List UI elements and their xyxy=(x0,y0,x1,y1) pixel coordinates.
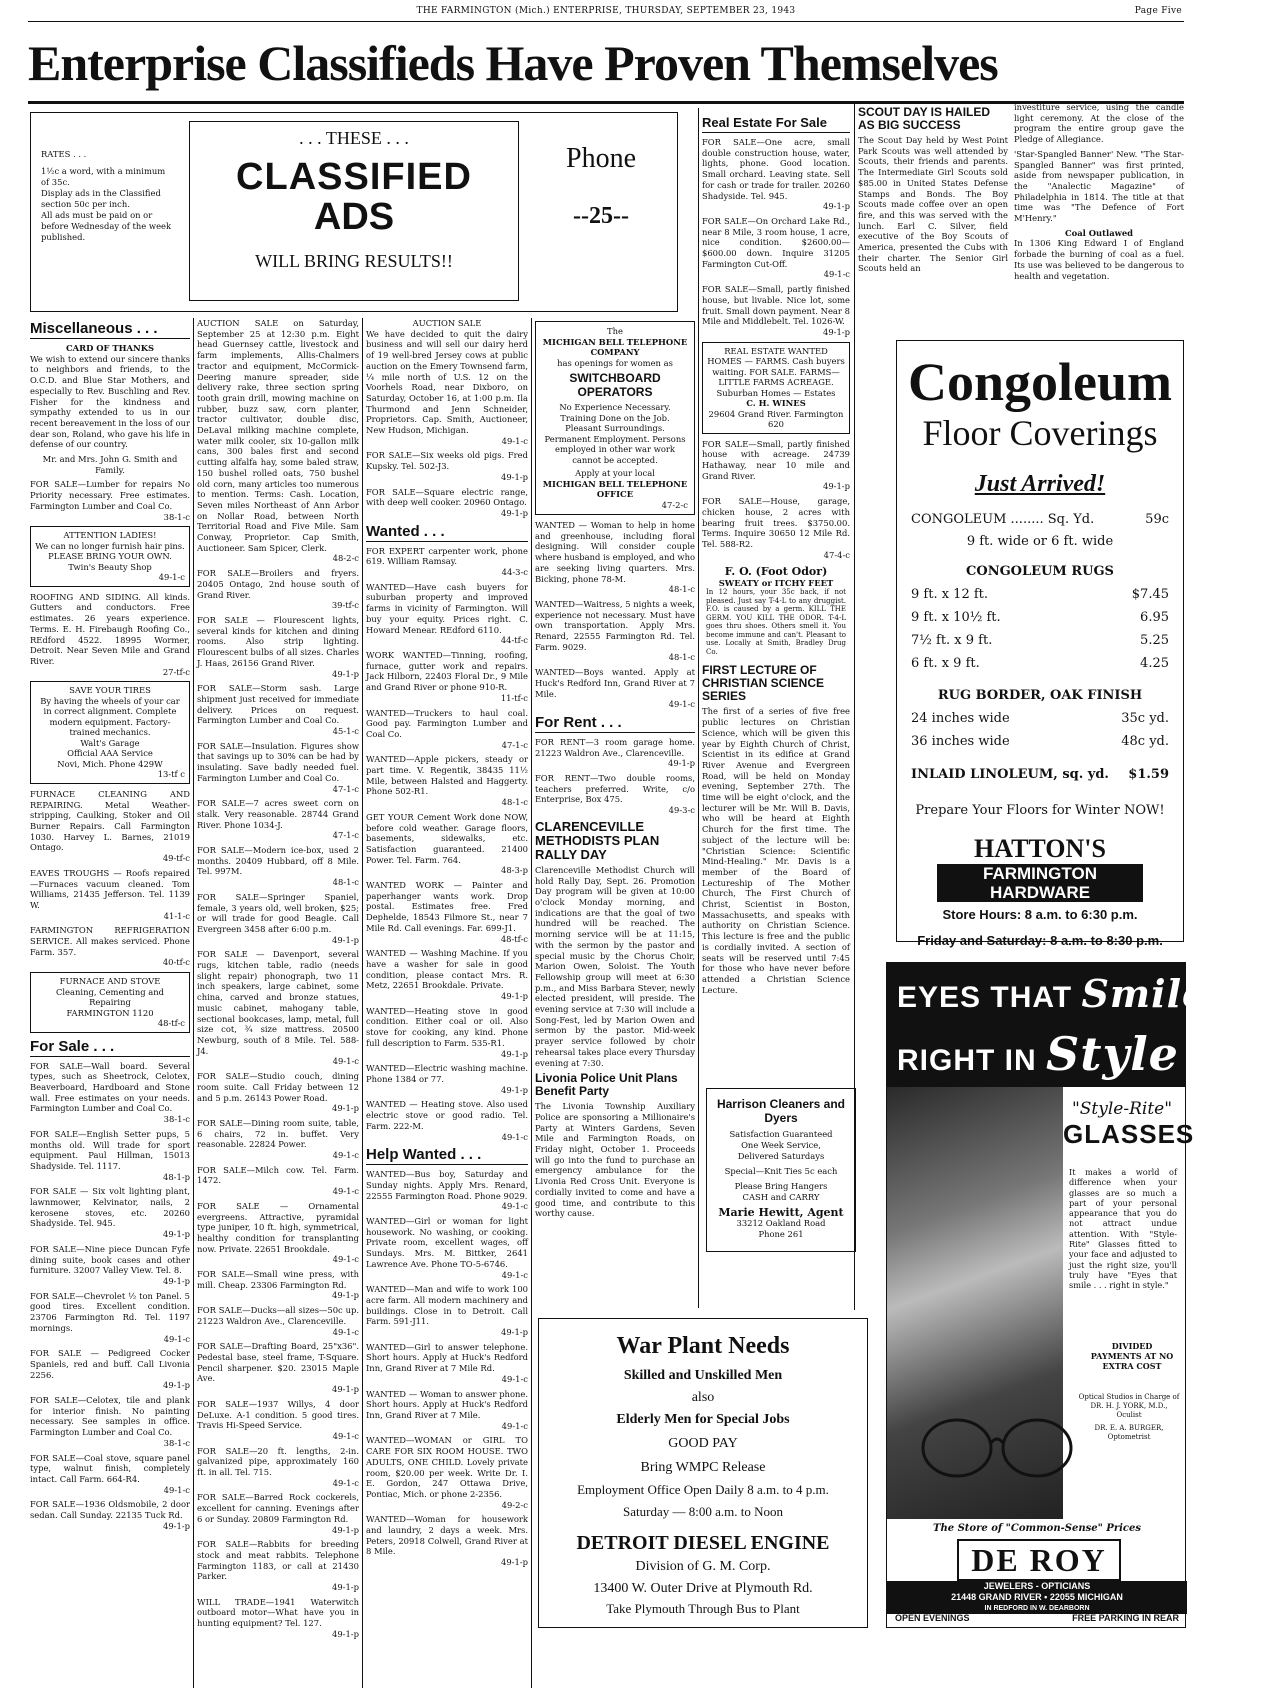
rally-headline: CLARENCEVILLE METHODISTS PLAN RALLY DAY xyxy=(535,818,660,862)
ad-tinning: WORK WANTED—Tinning, roofing, furnace, gutter work and repairs. Jack Hilborn, 22403 Floral Dr., 9 Mile and Grand River or phone 910-R. 11-tf-c xyxy=(366,649,528,703)
ad-ducks: FOR SALE—Ducks—all sizes—50c up. 21223 Waldron Ave., Clarenceville. 49-1-c xyxy=(197,1305,359,1337)
wanted-heading: Wanted . . . xyxy=(366,523,528,542)
stove-title: FURNACE AND STOVE xyxy=(59,976,161,987)
rates-line-3: All ads must be paid on or before Wednesday of the week published. xyxy=(41,210,172,242)
ad-lighting: FOR SALE — Six volt lighting plant, lawnmower, Kelvinator, nails, 2 kerosene stoves, etc. 20260 Shadyside. Tel. 945. 49-1-p xyxy=(30,1186,190,1240)
auction2-title: AUCTION SALE xyxy=(412,318,482,328)
column-rule xyxy=(698,108,699,1308)
banner-headline: Enterprise Classifieds Have Proven Themselves xyxy=(28,35,998,91)
deroy-addr2: IN REDFORD IN W. DEARBORN xyxy=(984,1605,1090,1612)
ad-trade: WILL TRADE—1941 Waterwitch outboard motor—What have you in hunting equipment? Tel. 127. 49-1-p xyxy=(197,1596,359,1639)
fo-box xyxy=(702,564,850,659)
ad-truckers: WANTED—Truckers to haul coal. Good pay. Farmington Lumber and Coal Co. 47-1-c xyxy=(366,707,528,750)
column-5 xyxy=(702,112,850,1078)
bell-the: The xyxy=(607,326,623,336)
ad-greenhouse: WANTED — Woman to help in home and greenhouse, including floral designing. Will consider couple where husband is employed, and who are seeking living quarters. Mrs. Bicking, phone 78-M. 48-1-c xyxy=(535,520,696,595)
scout-body: The Scout Day held by West Point Park Scouts was well attended by Scouts, their friends and parents. The Intermediate Girl Scouts sold $85.00 in United States Defense Stamps and Bonds. The Boy Scouts made coffee over an open fire, and this was served with the lunch. Earl C. Silver, field executive of the Boy Scouts of America, presented the Cubs with their charter. The Senior Girl Scouts held an xyxy=(858,135,1008,274)
ad-cashbuyers: WANTED—Have cash buyers for suburban property and improved farms in vicinity of Farmington. Will buy your equity. Prices right. C. Howard Menear. REdford 6110. 44-tf-c xyxy=(366,581,528,646)
deroy-jewelers: JEWELERS - OPTICIANS xyxy=(983,1581,1091,1591)
rent-heading: For Rent . . . xyxy=(535,714,695,733)
harrison-l1: Satisfaction Guaranteed xyxy=(729,1129,833,1139)
ad-wallboard: FOR SALE—Wall board. Several types, such as Sheetrock, Celotex, Beaverboard, Hardboard and Stone wall. Free estimates on your needs. Farmington Lumber and Coal Co. 38-1-c xyxy=(30,1060,190,1125)
divided-payments: DIVIDED PAYMENTS AT NO EXTRA COST xyxy=(1090,1341,1174,1371)
optical-line: Optical Studios in Charge of DR. H. J. YORK, M.D., Oculist xyxy=(1078,1393,1180,1419)
ad-barred: FOR SALE—Barred Rock cockerels, excellent for canning. Evenings after 6 or Sunday. 20809 Farmington Rd. 49-1-p xyxy=(197,1492,359,1535)
ad-waitress: WANTED—Waitress, 5 nights a week, experience not necessary. Must have own transportation. Apply Mrs. Renard, 22555 Farmington Rd. Tel. Farm. 9029. 48-1-c xyxy=(535,598,695,663)
running-head-text: THE FARMINGTON (Mich.) ENTERPRISE, THURSDAY, SEPTEMBER 23, 1943 xyxy=(416,6,796,16)
harrison-l5: Please Bring Hangers xyxy=(734,1181,828,1191)
stylerite-block xyxy=(1063,1099,1195,1150)
warplant-l2: also xyxy=(691,1390,715,1405)
ad-duncan: FOR SALE—Nine piece Duncan Fyfe dining suite, book cases and other furniture. 32007 Valley View. Tel. 8. 49-1-p xyxy=(30,1243,190,1286)
ads-label: ADS xyxy=(313,196,395,238)
eyes-line-2: RIGHT IN Style xyxy=(897,1027,1179,1081)
warplant-title: War Plant Needs xyxy=(616,1333,790,1359)
ad-boys: WANTED—Boys wanted. Apply at Huck's Redford Inn, Grand River at 7 Mile. 49-1-c xyxy=(535,667,695,710)
ad-auction2: We have decided to quit the dairy business and will sell our dairy herd of 19 well-bred Jersey cows at public auction on the Emery Townsend farm, ¼ mile north of U.S. 12 on the Voorhels Road, near Dixboro, on Saturday, October 16, at 1:00 p.m. Ila Thurmond and Jenn Schneider, Proprietors. Cap. Smith, Auctioneer, New Hudson, Michigan. 49-1-c xyxy=(366,328,529,446)
ad-furnace: FURNACE CLEANING AND REPAIRING. Metal Weather-stripping, Caulking, Stoker and Oil Burner Repairs. Call Farmington 1030. Harvey L. Barnes, 21019 Ontago. 49-tf-c xyxy=(30,788,190,864)
column-1 xyxy=(30,318,190,1698)
stove-box xyxy=(30,972,190,1033)
warplant-company: DETROIT DIESEL ENGINE xyxy=(576,1532,830,1554)
congoleum-ad xyxy=(896,340,1184,948)
phone-label: Phone xyxy=(566,143,636,174)
lecture-headline: FIRST LECTURE OF CHRISTIAN SCIENCE SERIES xyxy=(702,663,825,704)
phone-number: --25-- xyxy=(573,203,629,229)
ad-partly2: FOR SALE—Small, partly finished house with acreage. 24739 Hathaway, near 10 mile and Grand River. 49-1-p xyxy=(702,438,850,492)
linoleum-row: INLAID LINOLEUM, sq. yd. $1.59 xyxy=(911,767,1169,782)
ad-studio: FOR SALE—Studio couch, dining room suite. Call Friday between 12 and 5 p.m. 26143 Power Road. 49-1-p xyxy=(197,1071,359,1114)
store-slogan: The Store of "Common-Sense" Prices xyxy=(933,1523,1141,1534)
ladies-title: ATTENTION LADIES! xyxy=(63,530,157,541)
warplant-l7: Saturday — 8:00 a.m. to Noon xyxy=(623,1504,783,1519)
livonia-body: The Livonia Township Auxiliary Police are sponsoring a Millionaire's Party at Winters Gardens, Seven Mile and Farmington Roads, on Friday night, October 1. Proceeds will go into the fund to purchase an emergency ambulance for the Livonia Red Cross Unit. Everyone is cordially invited to come and have a good time, and contribute to this worthy cause. xyxy=(535,1101,695,1219)
deroy-band xyxy=(887,1581,1187,1614)
ad-icebox: FOR SALE—Modern ice-box, used 2 months. 20409 Hubbard, off 8 Mile. Tel. 997M. 48-1-c xyxy=(197,845,359,888)
rug-row: 7½ ft. x 9 ft. 5.25 xyxy=(911,633,1169,648)
ad-davenport: FOR SALE — Davenport, several rugs, kitchen table, radio (needs slight repair) phonograph, two 11 inch speakers, large cabinet, some china, carved and bronze statues, music cabinet, mahogany table, sectional bookcases, lamp, metal, full size cot, ¾ size mattress. 20500 Newburg, south of 8 Mile. Tel. 588-J4. 49-1-c xyxy=(197,949,359,1067)
ad-partly1: FOR SALE—Small, partly finished house, but livable. Nice lot, some fruit. Small down payment. Near 8 Mile and Middlebelt. Tel. 1026-W. 49-1-p xyxy=(702,284,850,337)
store-hours-2: Friday and Saturday: 8 a.m. to 8:30 p.m. xyxy=(917,933,1163,948)
wines-body: HOMES — FARMS. Cash buyers waiting. FOR SALE. FARMS—LITTLE FARMS ACREAGE. Suburban Homes — Estates xyxy=(707,356,845,398)
harrison-box xyxy=(706,1088,856,1252)
eyes-ad xyxy=(886,962,1282,1628)
ad-manwife: WANTED—Man and wife to work 100 acre farm. All modern machinery and buildings. Close in to Detroit. Call Farm. 591-J11. 49-1-p xyxy=(366,1284,528,1338)
ad-heating2: WANTED — Heating stove. Also used electric stove or good radio. Tel. Farm. 222-M. 49-1-c xyxy=(366,1099,528,1142)
ad-rooms: FOR RENT—Two double rooms, teachers preferred. Write, c/o Enterprise, Box 475. 49-3-c xyxy=(535,773,695,816)
ad-willys: FOR SALE—1937 Willys, 4 door DeLuxe. A-1 condition. 5 good tires. Travis Hi-Speed Service. 49-1-c xyxy=(197,1398,359,1441)
coal-body: In 1306 King Edward I of England forbade the burning of coal as a fuel. Its use was believed to be dangerous to health and vegetation. xyxy=(1014,238,1184,281)
ad-broilers: FOR SALE—Broilers and fryers. 20405 Ontago, 2nd house south of Grand River. 39-tf-c xyxy=(197,568,359,611)
column-6 xyxy=(858,102,1008,312)
ad-chicken: FOR SALE—House, garage, chicken house, 2 acres with bearing fruit trees. $3750.00. Terms. Inquire 30650 12 Mile Rd. Tel. 588-R2. 47-4-c xyxy=(702,496,850,560)
deroy-footer xyxy=(895,1613,1179,1623)
ad-pipe: FOR SALE—20 ft. lengths, 2-in. galvanized pipe, approximately 160 ft. in all. Tel. 715. 49-1-c xyxy=(197,1445,359,1488)
forsale-heading: For Sale . . . xyxy=(30,1038,190,1057)
warplant-addr: 13400 W. Outer Drive at Plymouth Rd. xyxy=(593,1581,813,1596)
ad-laundry: WANTED—Woman for housework and laundry, 2 days a week. Mrs. Peters, 20918 Colwell, Grand River at 8 Mile. 49-1-p xyxy=(366,1514,528,1568)
ladies-ref: 49-1-c xyxy=(158,572,185,583)
ad-carpenter: FOR EXPERT carpenter work, phone 619. William Ramsay. 44-3-c xyxy=(366,545,528,578)
ad-refrig: FARMINGTON REFRIGERATION SERVICE. All makes serviced. Phone Farm. 357. 40-tf-c xyxy=(30,925,190,968)
column-2 xyxy=(197,318,359,1698)
ad-auction1: AUCTION SALE on Saturday, September 25 at 12:30 p.m. Eight head Guernsey cattle, livestock and farm implements, Allis-Chalmers tractor and equipment, McCormick-Deering manure spreader, side delivery rake, three section spring tooth grain drill, mowing machine on rubber, buzz saw, corn planter, tractor cultivator, double disc, DeLaval milking machine complete, water milk cooler, six 10-gallon milk cans, 300 bales first and second cutting alfalfa hay, some baled straw, 150 bushel rolled oats, 750 bushel old corn, many articles too numerous to mention. Terms: Cash. Location, Seven miles Northeast of Ann Arbor on Nollar Road, between North Territorial Road and Five Mile. Sam Conway, Proprietor. Cap Smith, Auctioneer. Sam Spicer, Clerk. 48-2-c xyxy=(197,318,359,564)
ad-corn: FOR SALE—7 acres sweet corn on stalk. Very reasonable. 28744 Grand River. Phone 1034-J. 47-1-c xyxy=(197,798,359,841)
running-head xyxy=(30,6,1182,16)
rally-body: Clarenceville Methodist Church will hold Rally Day, Sept. 26. Promotion Day program will be given at 10:00 o'clock Monday morning, and indications are that the goal of two hundred will be reached. The morning service will be at 11:15, with the sermon by the pastor and special music by the Chorus Choir, Marion Owen, Soloist. The Youth Fellowship group will meet at 6:30 p.m., and Miss Barbara Stever, newly elected president, will preside. The evening service at 7:30 will include a Song-Fest, led by Marion Owen and sermon by the pastor. Mid-week prayer service followed by choir rehearsal takes place every Thursday evening at 7:30. xyxy=(535,864,695,1068)
rates-line-2: Display ads in the Classified section 50c per inch. xyxy=(41,188,161,209)
ad-range: FOR SALE—Square electric range, with deep well cooker. 20960 Ontago. 49-1-p xyxy=(366,486,528,518)
ad-care: WANTED—WOMAN or GIRL TO CARE FOR SIX ROOM HOUSE. TWO ADULTS, ONE CHILD. Lovely private room, $20.00 per week. Write Dr. I. E. Gordon, 247 Ottawa Drive, Pontiac, Mich. or phone 2-2356. 49-2-c xyxy=(366,1435,528,1510)
harrison-l3: Delivered Saturdays xyxy=(737,1151,825,1161)
ad-girlhouse: WANTED—Girl or woman for light housework. No washing, or cooking. Private room, excellent wages, off Sundays. Mrs. M. Bittker, 2641 Lawrence Ave. Phone TO-5-6746. 49-1-c xyxy=(366,1216,528,1280)
wines-title: REAL ESTATE WANTED xyxy=(724,345,828,356)
tires-ref: 13-tf c xyxy=(157,769,185,780)
ad-eaves: EAVES TROUGHS — Roofs repaired—Furnaces vacuum cleaned. Tom Williams, 21435 Jefferson. Tel. 1139 W. 41-1-c xyxy=(30,867,190,921)
tires-addr: Novi, Mich. Phone 429W xyxy=(57,758,163,769)
thanks-title: CARD OF THANKS xyxy=(65,343,155,353)
glasses-label: GLASSES xyxy=(1063,1119,1195,1149)
ad-washing: WANTED — Washing Machine. If you have a washer for sale in good condition, please contact Mrs. R. Metz, 22651 Brookdale. Private. 49-1-p xyxy=(366,948,528,1002)
classified-label: CLASSIFIED xyxy=(236,156,472,198)
harrison-agent: Marie Hewitt, Agent xyxy=(718,1206,844,1219)
stove-phone: FARMINGTON 1120 xyxy=(66,1007,154,1018)
border-heading: RUG BORDER, OAK FINISH xyxy=(937,688,1143,703)
results-label: WILL BRING RESULTS!! xyxy=(255,251,453,271)
thanks-body: We wish to extend our sincere thanks to neighbors and friends, to the O.C.D. and Blue Star Mothers, and especially to Rev. Buschling and Rev. Fisher for the kindness and sympathy extended to us in our recent bereavement in the loss of our dear son, Roland, who gave his life in defense of our country. xyxy=(30,353,190,450)
optical-credit xyxy=(1077,1393,1181,1442)
ad-springer: FOR SALE—Springer Spaniel, female, 3 years old, well broken, $25; or will trade for good Beagle. Call Evergreen 3458 after 6:00 p.m. 49-1-p xyxy=(197,891,359,945)
deroy-addr: 21448 GRAND RIVER • 22055 MICHIGAN xyxy=(951,1592,1123,1602)
tires-sign2: Official AAA Service xyxy=(67,748,153,759)
bell-ref: 47-2-c xyxy=(661,499,688,510)
fo-heading: F. O. (Foot Odor) xyxy=(724,565,828,579)
harrison-l4: Special—Knit Ties 5c each xyxy=(724,1166,838,1176)
bell-job: SWITCHBOARD OPERATORS xyxy=(569,371,661,399)
bell-body: No Experience Necessary. Training Done on the Job. Pleasant Surroundings. Permanent Employment. Persons employed in other war work cannot be accepted. xyxy=(544,402,686,465)
ad-acre: FOR SALE—One acre, small double construction house, water, lights, phone. Good location. Small orchard. Leaving state. Sell for cash or trade for trailer. 20260 Shadyside. Tel. 945. 49-1-p xyxy=(702,137,850,212)
floor-coverings-title: Floor Coverings xyxy=(922,413,1158,453)
ad-apple: WANTED—Apple pickers, steady or part time. V. Regentik, 38435 11½ Mile, between Halsted and Haggerty. Phone 502-R1. 48-1-c xyxy=(366,754,528,808)
ad-busboy: WANTED—Bus boy, Saturday and Sunday nights. Apply Mrs. Renard, 22555 Farmington Road. Phone 9029. 49-1-c xyxy=(366,1169,528,1212)
wines-name: C. H. WINES xyxy=(746,398,806,409)
rug-row: 6 ft. x 9 ft. 4.25 xyxy=(911,656,1169,671)
rates-line-1: 1½c a word, with a minimum of 35c. xyxy=(41,166,166,187)
wines-addr: 29604 Grand River. Farmington 620 xyxy=(708,408,844,430)
congoleum-title: Congoleum xyxy=(907,352,1172,412)
column-rule xyxy=(531,318,532,1688)
thanks-sign: Mr. and Mrs. John G. Smith and Family. xyxy=(42,454,178,475)
ad-insul: FOR SALE—Insulation. Figures show that savings up to 30% can be had by insulating. Save badly needed fuel. Farmington Lumber and Coal Co. 47-1-c xyxy=(197,740,359,794)
warplant-l4: GOOD PAY xyxy=(668,1436,738,1451)
column-3 xyxy=(366,318,528,1698)
ladies-body: We can no longer furnish hair pins. PLEASE BRING YOUR OWN. xyxy=(35,540,185,562)
warplant-division: Division of G. M. Corp. xyxy=(635,1559,771,1574)
ad-wine: FOR SALE—Small wine press, with mill. Cheap. 23306 Farmington Rd. 49-1-p xyxy=(197,1269,359,1301)
ad-electricw: WANTED—Electric washing machine. Phone 1384 or 77. 49-1-p xyxy=(366,1063,528,1095)
stove-ref: 48-tf-c xyxy=(157,1018,185,1029)
store-name-2: FARMINGTON HARDWARE xyxy=(937,864,1143,902)
harrison-phone: Phone 261 xyxy=(758,1229,804,1239)
column-7 xyxy=(1014,102,1184,312)
ad-olds: FOR SALE—1936 Oldsmobile, 2 door sedan. Call Sunday. 22135 Tuck Rd. 49-1-p xyxy=(30,1499,190,1531)
realestate-heading: Real Estate For Sale xyxy=(702,114,850,133)
just-arrived: Just Arrived! xyxy=(974,471,1106,497)
warplant-l6: Employment Office Open Daily 8 a.m. to 4 p.m. xyxy=(577,1482,829,1497)
stylerite-label: "Style-Rite" xyxy=(1071,1099,1173,1119)
rates-title: RATES . . . xyxy=(41,149,87,159)
prepare-line: Prepare Your Floors for Winter NOW! xyxy=(915,803,1165,818)
harrison-l6: CASH and CARRY xyxy=(742,1192,820,1202)
ladies-box xyxy=(30,526,190,587)
ad-orchard: FOR SALE—On Orchard Lake Rd., near 8 Mile, 3 room house, 1 acre, nice condition. $2600.00—$600.00 down. Inquire 31205 Farmington Cut-Off. 49-1-c xyxy=(702,215,850,280)
ad-painter: WANTED WORK — Painter and paperhanger wants work. Drop postal. Estimates free. Fred Dephelde, 18543 Filmore St., near 7 Mile Rd. Call evenings. Far. 699-J1. 48-tf-c xyxy=(366,880,528,944)
ad-rabbits: FOR SALE—Rabbits for breeding stock and meat rabbits. Telephone Farmington 1183, or call at 21430 Parker. 49-1-p xyxy=(197,1539,359,1593)
scout-headline: SCOUT DAY IS HAILED AS BIG SUCCESS xyxy=(858,105,991,132)
bell-box xyxy=(535,321,695,515)
ad-girltel: WANTED—Girl to answer telephone. Short hours. Apply at Huck's Redford Inn, Grand River at 7 Mile Rd. 49-1-c xyxy=(366,1341,528,1384)
deroy-logo: DE ROY xyxy=(957,1539,1121,1581)
ad-setter: FOR SALE—English Setter pups, 5 months old. Will trade for sport equipment. Paul Hillman, 15013 Shadyside. Tel. 1117. 48-1-p xyxy=(30,1128,190,1182)
head-rule xyxy=(28,21,1184,22)
phone-box xyxy=(531,143,671,230)
harrison-l2: One Week Service, xyxy=(741,1140,821,1150)
ladies-sign: Twin's Beauty Shop xyxy=(68,561,152,572)
warplant-l5: Bring WMPC Release xyxy=(640,1460,766,1475)
bell-has: has openings for women as xyxy=(557,357,673,368)
store-hours: Store Hours: 8 a.m. to 6:30 p.m. xyxy=(942,907,1138,922)
coal-heading: Coal Outlawed xyxy=(1064,227,1134,238)
warplant-l1: Skilled and Unskilled Men xyxy=(623,1368,783,1383)
open-evenings: OPEN EVENINGS xyxy=(895,1613,970,1623)
ad-roofing: ROOFING AND SIDING. All kinds. Gutters and conductors. Free estimates. 26 years experience. Terms. E. H. Firebaugh Roofing Co., REdford 4522. 18995 Wormer, Detroit. Near Seven Mile and Grand River. 27-tf-c xyxy=(30,591,190,677)
rug-row: 9 ft. x 12 ft. $7.45 xyxy=(911,587,1169,602)
harrison-addr: 33212 Oakland Road xyxy=(736,1218,826,1228)
eyes-header xyxy=(887,963,1282,1087)
bell-office: MICHIGAN BELL TELEPHONE OFFICE xyxy=(542,478,688,499)
free-parking: FREE PARKING IN REAR xyxy=(1072,1613,1179,1623)
bell-name: MICHIGAN BELL TELEPHONE COMPANY xyxy=(542,336,688,357)
eyes-line-1: EYES THAT Smile ARE xyxy=(897,971,1282,1016)
border-row: 24 inches wide 35c yd. xyxy=(911,711,1169,726)
livonia-headline: Livonia Police Unit Plans Benefit Party xyxy=(535,1071,678,1099)
optical-dr2: DR. E. A. BURGER, Optometrist xyxy=(1094,1424,1164,1441)
column-4 xyxy=(535,318,695,1343)
eyes-body: It makes a world of difference when your glasses are so much a part of your personal appearance that you do not attract undue attention. With "Style-Rite" Glasses fitted to your face and adjusted to just the right size, you'll truly have "Eyes that smile . . . right in style." xyxy=(1069,1167,1177,1291)
ad-chevrolet: FOR SALE—Chevrolet ½ ton Panel. 5 good tires. Excellent condition. 23706 Farmington Rd. Tel. 1197 mornings. 49-1-c xyxy=(30,1290,190,1344)
classified-header-box xyxy=(30,112,678,312)
ad-lumber: FOR SALE—Lumber for repairs No Priority necessary. Free estimates. Farmington Lumber and Coal Co. 38-1-c xyxy=(30,479,190,522)
ad-sash: FOR SALE—Storm sash. Large shipment just received for immediate delivery. Prices on request. Farmington Lumber and Coal Co. 45-1-c xyxy=(197,683,359,737)
misc-heading: Miscellaneous . . . xyxy=(30,320,190,339)
tires-sign: Walt's Garage xyxy=(80,737,140,748)
ad-drafting: FOR SALE—Drafting Board, 25"x36". Pedestal base, steel frame, T-Square. Pencil sharpener. $20. 23015 Maple Ave. 49-1-p xyxy=(197,1341,359,1395)
ad-garage: FOR RENT—3 room garage home. 21223 Waldron Ave., Clarenceville. 49-1-p xyxy=(535,736,695,769)
warplant-bus: Take Plymouth Through Bus to Plant xyxy=(606,1601,800,1616)
ad-heating1: WANTED—Heating stove in good condition. Either coal or oil. Also stove for cooking, any kind. Phone full description to Farm. 535-R1. 49-1-p xyxy=(366,1005,528,1059)
ad-pigs: FOR SALE—Six weeks old pigs. Fred Kupsky. Tel. 502-J3. 49-1-p xyxy=(366,450,528,482)
lecture-body: The first of a series of five free public lectures on Christian Science, which will be given this year by Eighth Church of Christ, Scientist in its edifice at Grand River Avenue and Evergreen Road, will be held on Monday evening, September 27th. The time will be eight o'clock, and the lecturer will be Mr. Will B. Davis, who will be heard at Eighth Church for the first time. The subject of the lecture will be: "Christian Science: Scientific Mind-Healing." Mr. Davis is a member of the Board of Lectureship of The Mother Church, The First Church of Christ, Scientist in Boston, Massachusetts, and speaks with authority on Christian Science. This lecture is free and the public is cordially invited. A section of seats will be reserved until 7:45 for those who have never before attended a Christian Science Lecture. xyxy=(702,706,850,995)
bell-apply: Apply at your local xyxy=(575,468,655,478)
fo-body: In 12 hours, your 35c back, if not pleased. Just say T-4-L to any druggist. F.O. is caused by a germ. KILL THE GERM. YOU KILL THE ODOR. T-4-L goes thru shoes. Others smell it. You become immune and can't. Pleasant to use. Locally at Smith, Bradley Drug Co. xyxy=(706,588,846,656)
scout-cont: investiture service, using the candle light ceremony. At the close of the program the entire group gave the Pledge of Allegiance. xyxy=(1014,102,1184,145)
congoleum-price-row: CONGOLEUM ........ Sq. Yd. 59c xyxy=(911,512,1169,527)
page-number: Page Five xyxy=(1134,6,1182,16)
classified-ads-box xyxy=(189,121,519,301)
rates-box xyxy=(41,149,176,243)
width-note: 9 ft. wide or 6 ft. wide xyxy=(966,534,1114,549)
column-rule xyxy=(362,318,363,1688)
ad-cocker: FOR SALE — Pedigreed Cocker Spaniels, red and buff. Call Livonia 2256. 49-1-p xyxy=(30,1348,190,1391)
tires-title: SAVE YOUR TIRES xyxy=(69,685,151,696)
ad-coalstove: FOR SALE—Coal stove, square panel type, walnut finish, completely intact. Call Farm. 664-R4. 49-1-c xyxy=(30,1452,190,1495)
ad-celotex: FOR SALE—Celotex, tile and plank for interior finish. No painting necessary. See samples in office. Farmington Lumber and Coal Co. 38-1-c xyxy=(30,1395,190,1448)
banner-rule xyxy=(28,101,1184,104)
banner-note: 'Star-Spangled Banner' New. "The Star-Spangled Banner" was first printed, aside from newspaper publication, in the "Analectic Magazine" of Philadelphia in 1814. The title at that time was "The Defence of Fort M'Henry." xyxy=(1014,148,1184,224)
harrison-name: Harrison Cleaners and Dyers xyxy=(716,1097,846,1125)
help-heading: Help Wanted . . . xyxy=(366,1146,528,1165)
wines-box xyxy=(702,342,850,434)
store-name: HATTON'S xyxy=(974,834,1106,863)
ad-fluor: FOR SALE — Flourescent lights, several kinds for kitchen and dining rooms. Also strip lighting. Flourescent bulbs of all sizes. Charles J. Haas, 26156 Grand River. 49-1-p xyxy=(197,614,359,679)
glasses-icon xyxy=(917,1403,1087,1493)
ad-evergreens: FOR SALE — Ornamental evergreens. Attractive, pyramidal type juniper, 10 ft. high, symmetrical, healthy condition for transplanting now. Private. 22651 Brookdale. 49-1-c xyxy=(197,1200,359,1265)
stove-body: Cleaning, Cementing and Repairing xyxy=(55,986,165,1008)
border-row: 36 inches wide 48c yd. xyxy=(911,734,1169,749)
ad-dining: FOR SALE—Dining room suite, table, 6 chairs, 72 in. buffet. Very reasonable. 22824 Power. 49-1-c xyxy=(197,1117,359,1161)
column-rule xyxy=(854,104,855,1310)
tires-box xyxy=(30,681,190,784)
column-rule xyxy=(193,318,194,1688)
ad-cement: GET YOUR Cement Work done NOW, before cold weather. Garage floors, basements, sidewalks, etc. Satisfaction guaranteed. 21400 Power. Tel. Farm. 764. 48-3-p xyxy=(366,811,528,876)
tires-body: By having the wheels of your car in correct alignment. Complete modern equipment. Factory-trained mechanics. xyxy=(40,695,180,738)
ad-milkcow: FOR SALE—Milch cow. Tel. Farm. 1472. 49-1-c xyxy=(197,1164,359,1197)
rug-row: 9 ft. x 10½ ft. 6.95 xyxy=(911,610,1169,625)
ad-womantel: WANTED — Woman to answer phone. Short hours. Apply at Huck's Redford Inn, Grand River at 7 Mile. 49-1-c xyxy=(366,1388,528,1431)
warplant-ad xyxy=(538,1318,868,1628)
rugs-heading: CONGOLEUM RUGS xyxy=(966,564,1114,579)
warplant-l3: Elderly Men for Special Jobs xyxy=(616,1412,790,1427)
these-label: . . . THESE . . . xyxy=(299,128,409,148)
fo-sub: SWEATY or ITCHY FEET xyxy=(718,577,834,588)
